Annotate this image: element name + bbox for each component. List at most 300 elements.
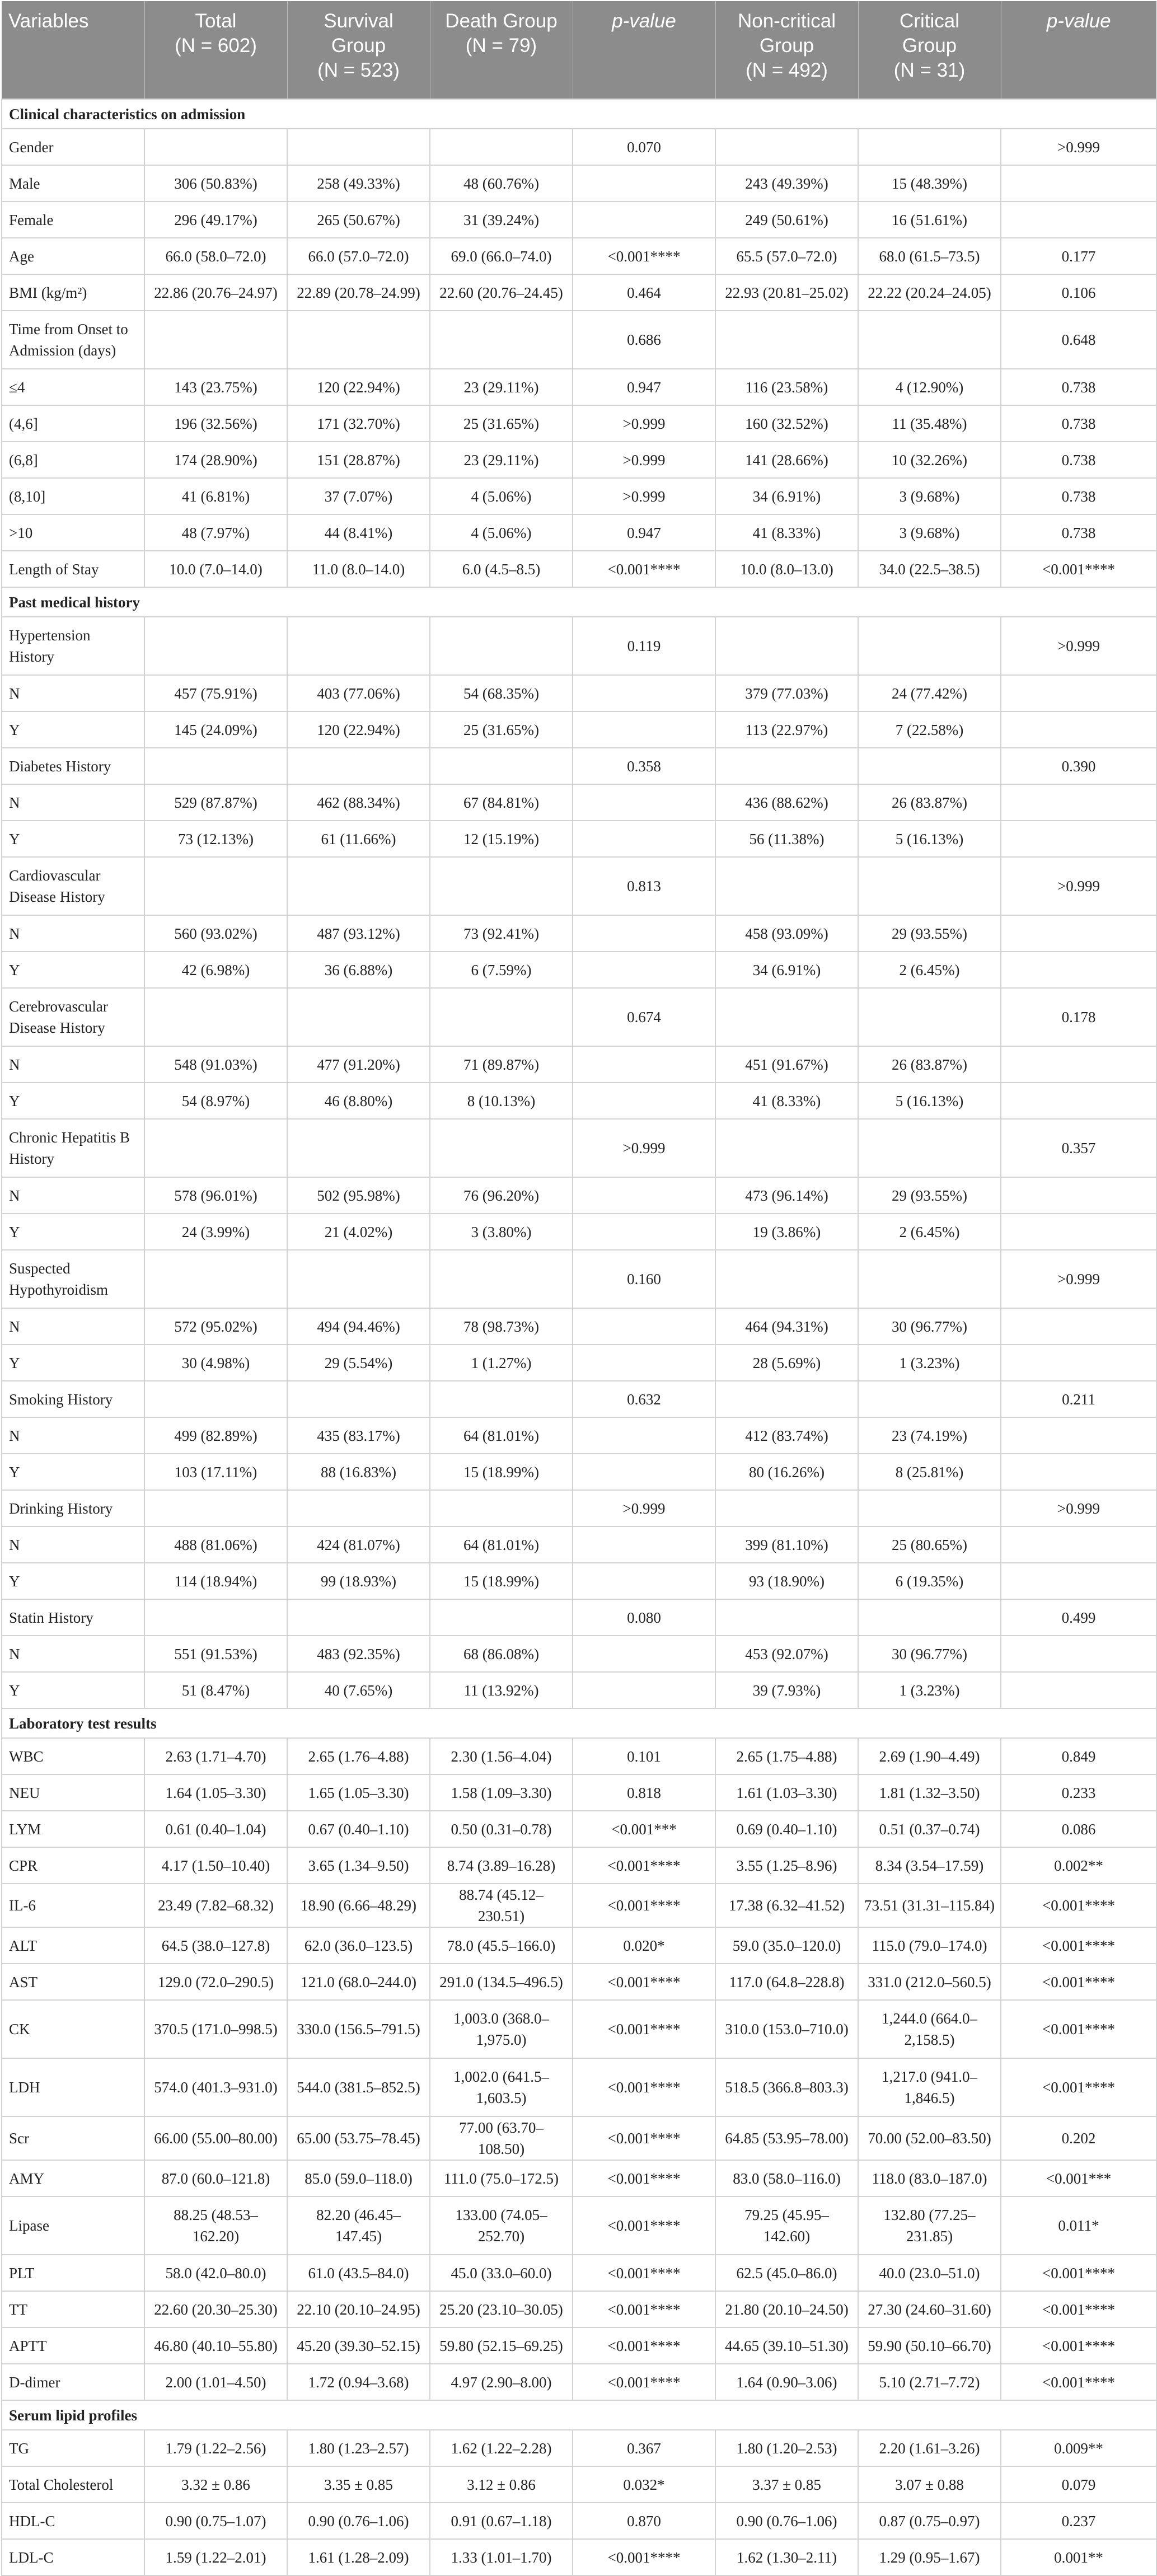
cell-p-value-1 xyxy=(573,1083,715,1119)
cell-survival: 65.00 (53.75–78.45) xyxy=(287,2116,430,2160)
cell-p-value-1: 0.632 xyxy=(573,1381,715,1417)
cell-death: 6 (7.59%) xyxy=(430,952,573,988)
cell-death: 1.58 (1.09–3.30) xyxy=(430,1774,573,1811)
cell-variable: WBC xyxy=(2,1738,144,1774)
cell-death: 1,002.0 (641.5–1,603.5) xyxy=(430,2058,573,2116)
cell-p-value-1 xyxy=(573,1454,715,1490)
cell-p-value-1 xyxy=(573,1636,715,1672)
table-row xyxy=(2,165,1156,202)
cell-total: 4.17 (1.50–10.40) xyxy=(144,1847,287,1884)
cell-critical: 3.07 ± 0.88 xyxy=(858,2466,1001,2503)
cell-critical: 2.69 (1.90–4.49) xyxy=(858,1738,1001,1774)
cell-p-value-1: <0.001**** xyxy=(573,2196,715,2255)
table-row xyxy=(2,369,1156,405)
cell-p-value-2 xyxy=(1001,915,1156,952)
table-row xyxy=(2,2503,1156,2539)
cell-survival: 120 (22.94%) xyxy=(287,369,430,405)
cell-survival: 22.89 (20.78–24.99) xyxy=(287,274,430,311)
cell-total: 174 (28.90%) xyxy=(144,442,287,478)
cell-critical xyxy=(858,1250,1001,1308)
cell-death xyxy=(430,1490,573,1526)
cell-critical: 0.87 (0.75–0.97) xyxy=(858,2503,1001,2539)
cell-p-value-1: <0.001**** xyxy=(573,1847,715,1884)
table-row xyxy=(2,1381,1156,1417)
cell-p-value-1: <0.001**** xyxy=(573,1964,715,2000)
cell-death: 76 (96.20%) xyxy=(430,1177,573,1214)
cell-survival: 483 (92.35%) xyxy=(287,1636,430,1672)
cell-non-critical: 0.90 (0.76–1.06) xyxy=(715,2503,858,2539)
cell-survival: 37 (7.07%) xyxy=(287,478,430,514)
cell-total: 370.5 (171.0–998.5) xyxy=(144,2000,287,2058)
cell-p-value-1: <0.001**** xyxy=(573,2116,715,2160)
table-row xyxy=(2,2196,1156,2255)
cell-non-critical: 249 (50.61%) xyxy=(715,202,858,238)
cell-p-value-2 xyxy=(1001,1046,1156,1083)
cell-p-value-1 xyxy=(573,1345,715,1381)
cell-p-value-2: 0.738 xyxy=(1001,442,1156,478)
cell-p-value-1 xyxy=(573,202,715,238)
table-row xyxy=(2,478,1156,514)
cell-survival: 0.67 (0.40–1.10) xyxy=(287,1811,430,1847)
cell-p-value-1: 0.674 xyxy=(573,988,715,1046)
cell-non-critical: 44.65 (39.10–51.30) xyxy=(715,2327,858,2364)
cell-p-value-1: 0.947 xyxy=(573,514,715,551)
cell-survival: 1.72 (0.94–3.68) xyxy=(287,2364,430,2400)
cell-variable: LDL-C xyxy=(2,2539,144,2575)
cell-non-critical: 1.80 (1.20–2.53) xyxy=(715,2430,858,2466)
cell-survival xyxy=(287,617,430,675)
header-row xyxy=(2,1,1156,99)
cell-non-critical: 56 (11.38%) xyxy=(715,821,858,857)
cell-critical: 8.34 (3.54–17.59) xyxy=(858,1847,1001,1884)
cell-non-critical xyxy=(715,129,858,165)
cell-variable: AMY xyxy=(2,2160,144,2196)
cell-p-value-1: 0.464 xyxy=(573,274,715,311)
cell-non-critical: 34 (6.91%) xyxy=(715,952,858,988)
cell-non-critical: 80 (16.26%) xyxy=(715,1454,858,1490)
cell-variable: Scr xyxy=(2,2116,144,2160)
cell-p-value-2: 0.233 xyxy=(1001,1774,1156,1811)
cell-p-value-2: 0.648 xyxy=(1001,311,1156,369)
cell-p-value-2: 0.738 xyxy=(1001,514,1156,551)
cell-total: 2.00 (1.01–4.50) xyxy=(144,2364,287,2400)
cell-p-value-1: <0.001**** xyxy=(573,2291,715,2327)
cell-p-value-2 xyxy=(1001,952,1156,988)
cell-death: 12 (15.19%) xyxy=(430,821,573,857)
cell-non-critical: 19 (3.86%) xyxy=(715,1214,858,1250)
cell-death: 25.20 (23.10–30.05) xyxy=(430,2291,573,2327)
cell-variable: Lipase xyxy=(2,2196,144,2255)
cell-total: 66.0 (58.0–72.0) xyxy=(144,238,287,274)
table-row xyxy=(2,1250,1156,1308)
cell-death: 23 (29.11%) xyxy=(430,369,573,405)
cell-non-critical: 0.69 (0.40–1.10) xyxy=(715,1811,858,1847)
table-row xyxy=(2,1417,1156,1454)
cell-total: 572 (95.02%) xyxy=(144,1308,287,1345)
cell-p-value-1: >0.999 xyxy=(573,405,715,442)
cell-p-value-1: 0.818 xyxy=(573,1774,715,1811)
cell-survival: 62.0 (36.0–123.5) xyxy=(287,1927,430,1964)
cell-p-value-2: <0.001**** xyxy=(1001,551,1156,587)
cell-death: 0.91 (0.67–1.18) xyxy=(430,2503,573,2539)
cell-p-value-1 xyxy=(573,1214,715,1250)
cell-total: 3.32 ± 0.86 xyxy=(144,2466,287,2503)
cell-p-value-1: 0.947 xyxy=(573,369,715,405)
cell-death xyxy=(430,988,573,1046)
cell-variable: APTT xyxy=(2,2327,144,2364)
cell-total: 103 (17.11%) xyxy=(144,1454,287,1490)
cell-p-value-1: <0.001**** xyxy=(573,238,715,274)
cell-non-critical: 412 (83.74%) xyxy=(715,1417,858,1454)
cell-total: 54 (8.97%) xyxy=(144,1083,287,1119)
cell-survival: 45.20 (39.30–52.15) xyxy=(287,2327,430,2364)
table-row xyxy=(2,1308,1156,1345)
cell-critical: 70.00 (52.00–83.50) xyxy=(858,2116,1001,2160)
cell-total: 296 (49.17%) xyxy=(144,202,287,238)
table-row xyxy=(2,1345,1156,1381)
cell-critical: 30 (96.77%) xyxy=(858,1636,1001,1672)
cell-variable: Statin History xyxy=(2,1599,144,1636)
table-row xyxy=(2,1964,1156,2000)
cell-death: 73 (92.41%) xyxy=(430,915,573,952)
cell-critical: 10 (32.26%) xyxy=(858,442,1001,478)
cell-non-critical: 399 (81.10%) xyxy=(715,1526,858,1563)
cell-non-critical: 28 (5.69%) xyxy=(715,1345,858,1381)
table-row xyxy=(2,1811,1156,1847)
table-row xyxy=(2,1454,1156,1490)
cell-variable: Y xyxy=(2,952,144,988)
cell-non-critical xyxy=(715,617,858,675)
cell-total: 196 (32.56%) xyxy=(144,405,287,442)
cell-p-value-2: >0.999 xyxy=(1001,1250,1156,1308)
cell-p-value-2: 0.079 xyxy=(1001,2466,1156,2503)
cell-non-critical: 160 (32.52%) xyxy=(715,405,858,442)
cell-death xyxy=(430,1599,573,1636)
cell-variable: Y xyxy=(2,1672,144,1708)
cell-variable: IL-6 xyxy=(2,1884,144,1927)
cell-non-critical: 41 (8.33%) xyxy=(715,1083,858,1119)
section-header-row xyxy=(2,2400,1156,2430)
cell-total: 22.60 (20.30–25.30) xyxy=(144,2291,287,2327)
cell-critical: 1,244.0 (664.0–2,158.5) xyxy=(858,2000,1001,2058)
cell-survival: 424 (81.07%) xyxy=(287,1526,430,1563)
cell-non-critical xyxy=(715,988,858,1046)
cell-death: 6.0 (4.5–8.5) xyxy=(430,551,573,587)
table-row xyxy=(2,2255,1156,2291)
cell-non-critical: 117.0 (64.8–228.8) xyxy=(715,1964,858,2000)
cell-critical: 16 (51.61%) xyxy=(858,202,1001,238)
cell-total: 46.80 (40.10–55.80) xyxy=(144,2327,287,2364)
table-row xyxy=(2,311,1156,369)
cell-death: 78 (98.73%) xyxy=(430,1308,573,1345)
cell-critical xyxy=(858,1119,1001,1177)
cell-non-critical: 21.80 (20.10–24.50) xyxy=(715,2291,858,2327)
cell-p-value-2: <0.001**** xyxy=(1001,2364,1156,2400)
cell-total: 143 (23.75%) xyxy=(144,369,287,405)
table-row xyxy=(2,238,1156,274)
cell-death: 25 (31.65%) xyxy=(430,405,573,442)
cell-non-critical: 17.38 (6.32–41.52) xyxy=(715,1884,858,1927)
table-row xyxy=(2,988,1156,1046)
cell-death: 1.33 (1.01–1.70) xyxy=(430,2539,573,2575)
cell-non-critical: 83.0 (58.0–116.0) xyxy=(715,2160,858,2196)
cell-critical xyxy=(858,311,1001,369)
cell-death: 8 (10.13%) xyxy=(430,1083,573,1119)
cell-total: 88.25 (48.53–162.20) xyxy=(144,2196,287,2255)
cell-non-critical: 1.62 (1.30–2.11) xyxy=(715,2539,858,2575)
cell-survival xyxy=(287,857,430,915)
cell-critical: 115.0 (79.0–174.0) xyxy=(858,1927,1001,1964)
table-row xyxy=(2,1774,1156,1811)
cell-p-value-1 xyxy=(573,165,715,202)
cell-p-value-1: >0.999 xyxy=(573,1119,715,1177)
cell-survival: 435 (83.17%) xyxy=(287,1417,430,1454)
cell-survival xyxy=(287,1119,430,1177)
cell-critical: 4 (12.90%) xyxy=(858,369,1001,405)
cell-variable: TT xyxy=(2,2291,144,2327)
section-header-row xyxy=(2,587,1156,617)
cell-p-value-2: 0.178 xyxy=(1001,988,1156,1046)
cell-death: 133.00 (74.05–252.70) xyxy=(430,2196,573,2255)
cell-death: 77.00 (63.70–108.50) xyxy=(430,2116,573,2160)
cell-non-critical: 141 (28.66%) xyxy=(715,442,858,478)
header-critical-group: Critical Group (N = 31) xyxy=(858,1,1001,99)
cell-survival: 18.90 (6.66–48.29) xyxy=(287,1884,430,1927)
cell-non-critical xyxy=(715,748,858,784)
cell-variable: Cardiovascular Disease History xyxy=(2,857,144,915)
cell-death xyxy=(430,857,573,915)
cell-p-value-2: 0.237 xyxy=(1001,2503,1156,2539)
cell-death xyxy=(430,617,573,675)
cell-critical: 26 (83.87%) xyxy=(858,784,1001,821)
cell-p-value-2 xyxy=(1001,1345,1156,1381)
cell-survival: 82.20 (46.45–147.45) xyxy=(287,2196,430,2255)
table-row xyxy=(2,857,1156,915)
header-death-group: Death Group (N = 79) xyxy=(430,1,573,99)
table-row xyxy=(2,1847,1156,1884)
cell-total: 42 (6.98%) xyxy=(144,952,287,988)
cell-p-value-1: <0.001**** xyxy=(573,2160,715,2196)
table-row xyxy=(2,1563,1156,1599)
cell-total: 41 (6.81%) xyxy=(144,478,287,514)
cell-non-critical: 2.65 (1.75–4.88) xyxy=(715,1738,858,1774)
cell-non-critical: 458 (93.09%) xyxy=(715,915,858,952)
cell-p-value-2: 0.390 xyxy=(1001,748,1156,784)
cell-survival xyxy=(287,988,430,1046)
cell-critical: 11 (35.48%) xyxy=(858,405,1001,442)
cell-death: 68 (86.08%) xyxy=(430,1636,573,1672)
cell-p-value-2 xyxy=(1001,711,1156,748)
cell-critical: 331.0 (212.0–560.5) xyxy=(858,1964,1001,2000)
table-row xyxy=(2,2327,1156,2364)
cell-variable: >10 xyxy=(2,514,144,551)
cell-total: 0.90 (0.75–1.07) xyxy=(144,2503,287,2539)
table-row xyxy=(2,1599,1156,1636)
cell-total: 499 (82.89%) xyxy=(144,1417,287,1454)
cell-p-value-2: <0.001**** xyxy=(1001,2255,1156,2291)
cell-p-value-1: >0.999 xyxy=(573,442,715,478)
cell-critical: 7 (22.58%) xyxy=(858,711,1001,748)
section-title: Laboratory test results xyxy=(2,1708,1156,1738)
cell-p-value-2: 0.499 xyxy=(1001,1599,1156,1636)
cell-total: 10.0 (7.0–14.0) xyxy=(144,551,287,587)
cell-total: 578 (96.01%) xyxy=(144,1177,287,1214)
cell-death: 3.12 ± 0.86 xyxy=(430,2466,573,2503)
cell-total: 24 (3.99%) xyxy=(144,1214,287,1250)
cell-p-value-2 xyxy=(1001,202,1156,238)
cell-non-critical xyxy=(715,1599,858,1636)
cell-p-value-1: <0.001*** xyxy=(573,1811,715,1847)
cell-p-value-2: >0.999 xyxy=(1001,1490,1156,1526)
cell-p-value-2 xyxy=(1001,1454,1156,1490)
cell-total xyxy=(144,1490,287,1526)
cell-p-value-2: 0.106 xyxy=(1001,274,1156,311)
cell-critical xyxy=(858,617,1001,675)
table-row xyxy=(2,1214,1156,1250)
cell-total xyxy=(144,857,287,915)
table-row xyxy=(2,514,1156,551)
cell-critical: 6 (19.35%) xyxy=(858,1563,1001,1599)
table-row xyxy=(2,1119,1156,1177)
table-row xyxy=(2,1927,1156,1964)
header-total: Total (N = 602) xyxy=(144,1,287,99)
cell-p-value-1 xyxy=(573,1526,715,1563)
cell-survival: 1.61 (1.28–2.09) xyxy=(287,2539,430,2575)
cell-survival: 403 (77.06%) xyxy=(287,675,430,711)
table-row xyxy=(2,1672,1156,1708)
cell-p-value-2: 0.002** xyxy=(1001,1847,1156,1884)
cell-total: 488 (81.06%) xyxy=(144,1526,287,1563)
cell-non-critical: 116 (23.58%) xyxy=(715,369,858,405)
cell-death: 31 (39.24%) xyxy=(430,202,573,238)
cell-survival: 44 (8.41%) xyxy=(287,514,430,551)
cell-variable: N xyxy=(2,915,144,952)
cell-death: 4 (5.06%) xyxy=(430,514,573,551)
cell-p-value-2: <0.001*** xyxy=(1001,2160,1156,2196)
cell-critical xyxy=(858,748,1001,784)
cell-variable: Gender xyxy=(2,129,144,165)
cell-death: 15 (18.99%) xyxy=(430,1563,573,1599)
table-body xyxy=(2,99,1156,2575)
cell-p-value-1 xyxy=(573,1177,715,1214)
cell-death: 64 (81.01%) xyxy=(430,1526,573,1563)
cell-death: 22.60 (20.76–24.45) xyxy=(430,274,573,311)
cell-p-value-2: >0.999 xyxy=(1001,617,1156,675)
cell-non-critical: 34 (6.91%) xyxy=(715,478,858,514)
cell-variable: LYM xyxy=(2,1811,144,1847)
cell-p-value-1: 0.870 xyxy=(573,2503,715,2539)
cell-p-value-1 xyxy=(573,784,715,821)
table-row xyxy=(2,2058,1156,2116)
cell-critical: 3 (9.68%) xyxy=(858,478,1001,514)
cell-critical xyxy=(858,857,1001,915)
cell-total xyxy=(144,1119,287,1177)
table-row xyxy=(2,711,1156,748)
cell-total: 22.86 (20.76–24.97) xyxy=(144,274,287,311)
cell-death xyxy=(430,1119,573,1177)
table-row xyxy=(2,1884,1156,1927)
cell-total: 73 (12.13%) xyxy=(144,821,287,857)
cell-survival: 1.80 (1.23–2.57) xyxy=(287,2430,430,2466)
cell-death: 71 (89.87%) xyxy=(430,1046,573,1083)
cell-variable: Male xyxy=(2,165,144,202)
cell-p-value-2 xyxy=(1001,1214,1156,1250)
table-row xyxy=(2,2160,1156,2196)
cell-total: 574.0 (401.3–931.0) xyxy=(144,2058,287,2116)
cell-p-value-1: <0.001**** xyxy=(573,2539,715,2575)
table-row xyxy=(2,821,1156,857)
header-variables: Variables xyxy=(2,1,144,99)
cell-survival xyxy=(287,748,430,784)
cell-variable: ≤4 xyxy=(2,369,144,405)
cell-survival: 258 (49.33%) xyxy=(287,165,430,202)
cell-critical: 3 (9.68%) xyxy=(858,514,1001,551)
cell-non-critical: 10.0 (8.0–13.0) xyxy=(715,551,858,587)
cell-survival: 171 (32.70%) xyxy=(287,405,430,442)
section-title: Clinical characteristics on admission xyxy=(2,99,1156,129)
cell-p-value-2 xyxy=(1001,1563,1156,1599)
cell-death: 23 (29.11%) xyxy=(430,442,573,478)
cell-critical: 1.29 (0.95–1.67) xyxy=(858,2539,1001,2575)
cell-variable: (8,10] xyxy=(2,478,144,514)
table-row xyxy=(2,915,1156,952)
cell-variable: N xyxy=(2,1177,144,1214)
cell-variable: Cerebrovascular Disease History xyxy=(2,988,144,1046)
cell-p-value-2: 0.738 xyxy=(1001,369,1156,405)
cell-survival xyxy=(287,311,430,369)
cell-total xyxy=(144,988,287,1046)
cell-critical: 2 (6.45%) xyxy=(858,1214,1001,1250)
cell-variable: N xyxy=(2,1636,144,1672)
cell-p-value-1: <0.001**** xyxy=(573,2000,715,2058)
cell-non-critical xyxy=(715,1490,858,1526)
cell-non-critical xyxy=(715,1381,858,1417)
cell-critical: 34.0 (22.5–38.5) xyxy=(858,551,1001,587)
cell-p-value-1 xyxy=(573,1417,715,1454)
cell-survival xyxy=(287,129,430,165)
cell-total xyxy=(144,617,287,675)
cell-death xyxy=(430,1250,573,1308)
cell-p-value-1 xyxy=(573,1046,715,1083)
cell-non-critical: 59.0 (35.0–120.0) xyxy=(715,1927,858,1964)
cell-p-value-1: 0.080 xyxy=(573,1599,715,1636)
cell-variable: N xyxy=(2,1308,144,1345)
section-title: Past medical history xyxy=(2,587,1156,617)
table-row xyxy=(2,405,1156,442)
cell-survival: 21 (4.02%) xyxy=(287,1214,430,1250)
cell-survival: 3.65 (1.34–9.50) xyxy=(287,1847,430,1884)
table-row xyxy=(2,2116,1156,2160)
cell-variable: N xyxy=(2,784,144,821)
cell-survival: 121.0 (68.0–244.0) xyxy=(287,1964,430,2000)
cell-death: 0.50 (0.31–0.78) xyxy=(430,1811,573,1847)
cell-survival: 46 (8.80%) xyxy=(287,1083,430,1119)
cell-total xyxy=(144,1381,287,1417)
clinical-characteristics-table xyxy=(1,1,1157,2576)
cell-p-value-2: <0.001**** xyxy=(1001,2291,1156,2327)
cell-death: 64 (81.01%) xyxy=(430,1417,573,1454)
cell-survival: 487 (93.12%) xyxy=(287,915,430,952)
cell-critical: 68.0 (61.5–73.5) xyxy=(858,238,1001,274)
cell-variable: HDL-C xyxy=(2,2503,144,2539)
cell-variable: Chronic Hepatitis B History xyxy=(2,1119,144,1177)
cell-variable: Time from Onset to Admission (days) xyxy=(2,311,144,369)
table-row xyxy=(2,2466,1156,2503)
cell-death: 111.0 (75.0–172.5) xyxy=(430,2160,573,2196)
cell-death: 67 (84.81%) xyxy=(430,784,573,821)
cell-survival: 99 (18.93%) xyxy=(287,1563,430,1599)
table-row xyxy=(2,1636,1156,1672)
